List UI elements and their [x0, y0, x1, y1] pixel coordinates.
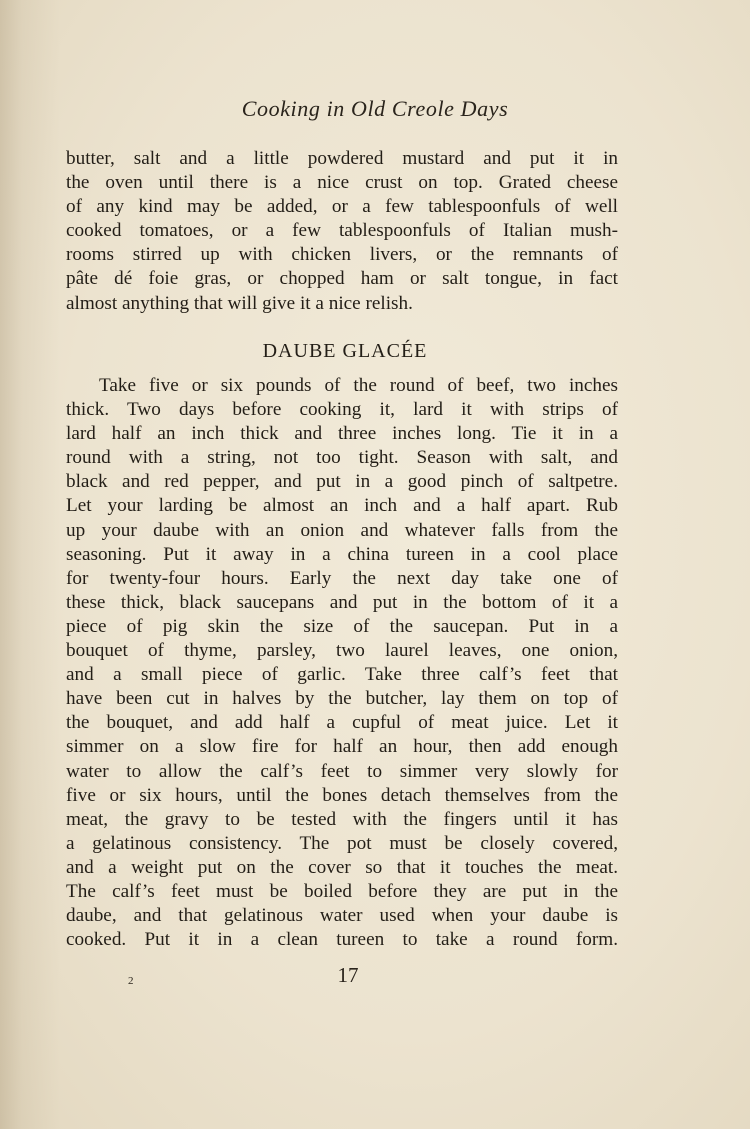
text-line: the oven until there is a nice crust on top. Grated cheese [66, 172, 618, 194]
text-line: lard half an inch thick and three inches long. Tie it in a [66, 423, 618, 445]
text-line: these thick, black saucepans and put in the bottom of it a [66, 591, 618, 613]
text-line: bouquet of thyme, parsley, two laurel leaves, one onion, [66, 640, 618, 662]
text-line: meat, the gravy to be tested with the fingers until it has [66, 808, 618, 830]
text-line: round with a string, not too tight. Season with salt, and [66, 447, 618, 469]
signature-mark: 2 [128, 975, 134, 987]
text-line: of any kind may be added, or a few tablespoonfuls of well [66, 196, 618, 218]
text-line: for twenty-four hours. Early the next day take one of [66, 567, 618, 589]
text-line: up your daube with an onion and whatever falls from the [66, 519, 618, 541]
text-line: cooked. Put it in a clean tureen to take a round form. [66, 929, 618, 951]
text-line: cooked tomatoes, or a few tablespoonfuls of Italian mush- [66, 220, 618, 242]
text-line: pâte dé foie gras, or chopped ham or salt tongue, in fact [66, 268, 618, 290]
text-line: and a weight put on the cover so that it touches the meat. [66, 856, 618, 878]
text-line: thick. Two days before cooking it, lard it with strips of [66, 399, 618, 421]
text-line: the bouquet, and add half a cupful of meat juice. Let it [66, 712, 618, 734]
running-head: Cooking in Old Creole Days [241, 96, 509, 121]
text-line: five or six hours, until the bones detach themselves from the [66, 784, 618, 806]
text-line: seasoning. Put it away in a china tureen in a cool place [66, 543, 618, 565]
text-line: Let your larding be almost an inch and a half apart. Rub [66, 495, 618, 517]
recipe-paragraph [66, 374, 618, 952]
text-line: piece of pig skin the size of the saucepan. Put in a [66, 615, 618, 637]
text-line: simmer on a slow fire for half an hour, then add enough [66, 736, 618, 758]
text-line: almost anything that will give it a nice relish. [66, 292, 413, 314]
section-heading: DAUBE GLACÉE [262, 340, 428, 362]
text-line: water to allow the calf’s feet to simmer very slowly for [66, 760, 618, 782]
text-line: a gelatinous consistency. The pot must be closely covered, [66, 832, 618, 854]
text-line: and a small piece of garlic. Take three calf’s feet that [66, 664, 618, 686]
text-line: have been cut in halves by the butcher, lay them on top of [66, 688, 618, 710]
text-line: Take five or six pounds of the round of beef, two inches [99, 375, 618, 396]
text-line: daube, and that gelatinous water used when your daube is [66, 905, 618, 927]
text-line: The calf’s feet must be boiled before they are put in the [66, 880, 618, 902]
text-line: butter, salt and a little powdered mustard and put it in [66, 148, 618, 169]
text-line: black and red pepper, and put in a good pinch of saltpetre. [66, 471, 618, 493]
page-number: 17 [337, 963, 359, 987]
text-line: rooms stirred up with chicken livers, or the remnants of [66, 244, 618, 266]
paragraph-continued [66, 147, 618, 316]
